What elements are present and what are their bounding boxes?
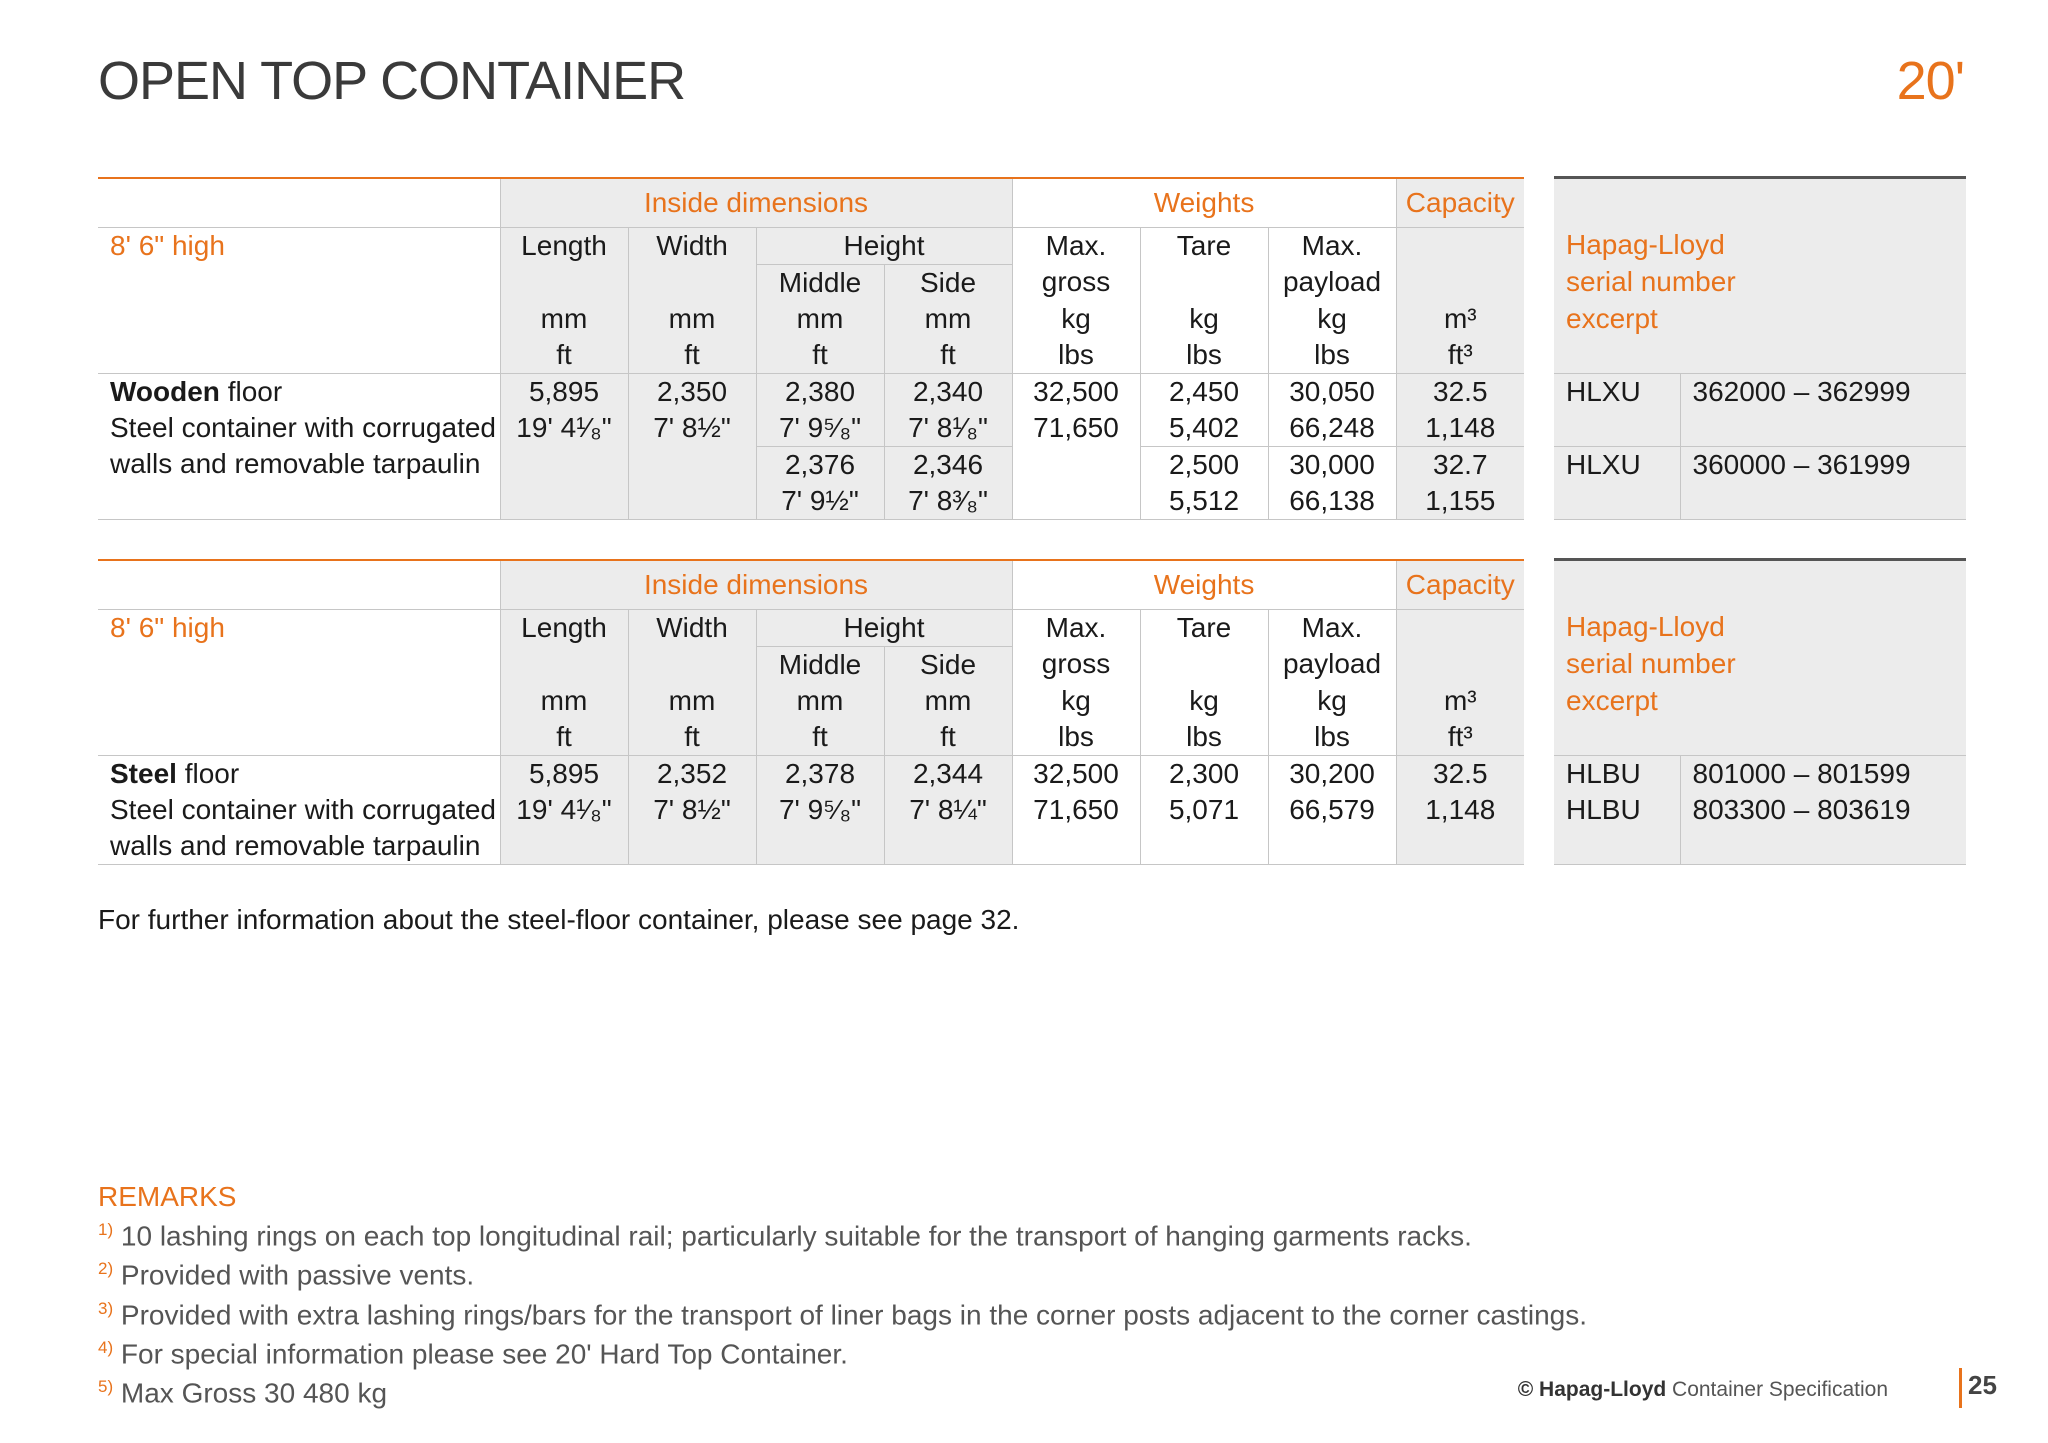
weights-heading: Weights (1012, 178, 1396, 228)
serial-prefix: HLBU (1554, 792, 1680, 828)
height-class-label: 8' 6" high (110, 229, 225, 261)
capacity-heading: Capacity (1396, 178, 1524, 228)
remark-item: $^{5)}$ Max Gross 30 480 kg (98, 1377, 388, 1409)
remarks-heading: REMARKS (98, 1181, 237, 1212)
length-header: Length (500, 227, 628, 264)
table-row: Steel floor 5,895 2,352 2,378 2,344 32,500 2,300 30,200 32.5 HLBU 801000 – 801599 (98, 755, 1966, 792)
remark-item: $^{4)}$ For special information please see 20' Hard Top Container. (98, 1337, 848, 1370)
table-row: walls and removable tarpaulin 2,376 2,346 2,500 30,000 32.7 HLXU 360000 – 361999 (98, 446, 1966, 483)
page-title: OPEN TOP CONTAINER (98, 51, 686, 111)
remark-item: $^{1)}$ 10 lashing rings on each top longitudinal rail; particularly suitable for the transport of hanging garments racks. (98, 1220, 1472, 1252)
width-header: Width (628, 227, 756, 264)
height-header: Height (756, 227, 1012, 264)
further-info-note: For further information about the steel-floor container, please see page 32. (98, 904, 1020, 935)
serial-number-label: Hapag-Lloyd (1554, 227, 1966, 264)
serial-prefix: HLXU (1554, 446, 1680, 483)
tare-header: Tare (1140, 227, 1268, 264)
serial-range: 362000 – 362999 (1680, 373, 1966, 410)
remarks-section (98, 1180, 1587, 1410)
height-class-label: 8' 6" high (110, 611, 225, 643)
remark-item: $^{2)}$ Provided with passive vents. (98, 1259, 475, 1291)
container-size: 20' (1896, 51, 1964, 111)
serial-prefix: HLXU (1554, 373, 1680, 410)
capacity-heading: Capacity (1396, 560, 1524, 610)
table-row: Wooden floor 5,895 2,350 2,380 2,340 32,500 2,450 30,050 32.5 HLXU 362000 – 362999 (98, 373, 1966, 410)
serial-range: 801000 – 801599 (1680, 755, 1966, 792)
side-header: Side (884, 264, 1012, 301)
inside-dimensions-heading: Inside dimensions (500, 560, 1012, 610)
middle-header: Middle (756, 264, 884, 301)
floor-type: Wooden floor (110, 375, 283, 407)
page-number: 25 (1968, 1370, 1997, 1400)
serial-range: 803300 – 803619 (1680, 792, 1966, 828)
serial-prefix: HLBU (1554, 755, 1680, 792)
serial-number-label: Hapag-Lloyd (1554, 609, 1966, 646)
spec-table-wooden-floor: Inside dimensions Weights Capacity 8' 6" high Length Width Height Max. Tare Max. Hapag-Lloyd Middle Side gross payload serial number mm mm mm mm kg kg kg m³ excerpt ft ft ft ft lbs lbs lbs ft³ Wooden floor 5,895 2,350 2,380 2,340 32,500 2,450 30,050 32.5 HLXU 362000 – 362999 Steel container with corrugated 19' 4¹⁄₈" 7' 8½" 7' 9⁵⁄₈" 7' 8¹⁄₈" 71,650 5,402 66,248 1,148 walls and removable tarpaulin 2,376 2,346 2,500 30,000 32.7 HLXU 360000 – 361999 7' 9½" 7' 8³⁄₈" 5,512 66,138 1,155 (98, 176, 1966, 520)
floor-type: Steel floor (110, 757, 240, 789)
serial-range: 360000 – 361999 (1680, 446, 1966, 483)
weights-heading: Weights (1012, 560, 1396, 610)
inside-dimensions-heading: Inside dimensions (500, 178, 1012, 228)
page-number-divider (1959, 1368, 1962, 1408)
spec-table-steel-floor: Inside dimensions Weights Capacity 8' 6" high Length Width Height Max. Tare Max. Hapag-Lloyd Middle Side gross payload serial number mm mm mm mm kg kg kg m³ excerpt ft ft ft ft lbs lbs lbs ft³ Steel floor 5,895 2,352 2,378 2,344 32,500 2,300 30,200 32.5 HLBU 801000 – 801599 Steel container with corrugated 19' 4¹⁄₈" 7' 8½" 7' 9⁵⁄₈" 7' 8¼" 71,650 5,071 66,579 1,148 HLBU 803300 – 803619 walls and removable tarpaulin (98, 558, 1966, 865)
remark-item: $^{3)}$ Provided with extra lashing rings/bars for the transport of liner bags in the corner posts adjacent to the corner castings. (98, 1298, 1588, 1330)
footer-credit: © Hapag-Lloyd Container Specification (1517, 1378, 1888, 1401)
